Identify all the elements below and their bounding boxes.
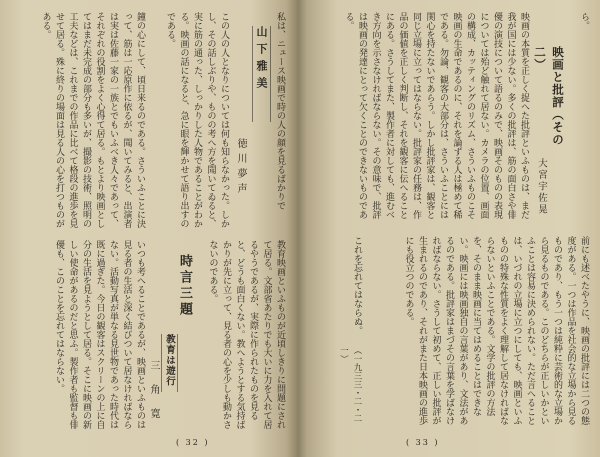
date-note: （一九三三・二・二一）: [338, 346, 362, 423]
bottom-left-body: いつも考へることであるが、映画といふものは見る者の生活と深く結びついて居なければならない。活動写真が単なる見世物であった時代は既に過ぎた。今日の観客はスクリーンの上に自分の生活を見ようとして居る。そこに映画の新しい使命があるのだと思ふ。製作者も監督も俳優も、このことを忘れてはならない。: [54, 240, 145, 429]
essay-subtitle: 教育は遊行: [161, 334, 178, 392]
bottom-body: 前にも述べたやうに、映画の批評には二つの態度がある。一つは作品を社会的な立場から見るものであり、もう一つは純粋に芸術的な立場から見るものである。このどちらが正しいかといふことは容易に決められない。ただ言へることは、いづれの立場に立つにしても、映画といふものの特殊な性質をよく理解して居なければならないといふことである。文学の批評の方法を、そのまま映画に当てはめることはできない。映画には映画独自の言葉があり、文法があるのである。批評家はまづその言葉を学ばなければならない。さうして初めて、正しい批評が生まれるのであり、それがまた日本映画の進歩にも役立つのである。: [403, 236, 589, 425]
top-left-body: 鐘の心にして、頃日来るのである。さういふことに決って、筋は一応原作に依るが、聞いてみると、出演者は実は佐藤一家の一族とでもいふべき人々であって、それぞれの役割をよく心得て居る。もとより映画としてはまだ未完成の部分も多いが、撮影の技術、照明の工夫などは、これまでの作品に比べて格段の進歩を見せて居る。殊に終りの場面は見る人の心を打つものがある。: [40, 12, 145, 228]
top-right-fragment: ら。: [579, 12, 589, 30]
top-body: 映画の本質を正しく捉へた批評といふものは、まだ我が国には少ない。多くの批評は、筋の面白さや俳優の演技について語るのみで、映画そのものの表現については殆ど触れて居ない。カメラの位置、画面の構成、カッティングのリズム、さういふものこそ映画の生命であるのに、それを論ずる人は極めて稀である。勿論、観客の大部分は、さういふことには関心を持たないであらう。しかし批評家は、観客と同じ立場に立ってはならない。批評家の任務は、作品の価値を正しく判断し、それを観客に伝へることにある。さうしてまた、製作者に対しても、進むべき方向を示さなければならない。その意味で、批評は映画の発達にとって欠くことのできないものである。: [343, 12, 529, 219]
left-page: [0, 0, 298, 457]
essay-author: 三角寛: [148, 360, 159, 432]
bottom-body-tail: これを忘れてはならぬ。: [352, 236, 362, 335]
column-title: 山下雅美: [252, 26, 271, 122]
essay-title: 時言三題: [177, 254, 192, 318]
article-author: 大宮宇佐晃: [536, 158, 547, 216]
bottom-right-body: 教育映画といふものが近頃しきりに問題にされて居る。文部省あたりでも大いに力を入れて居るやうであるが、実際に作られたものを見ると、どうも面白くない。教へようとする気持ばかりが先に立って、見る者の心を少しも動かさないのである。: [207, 240, 285, 429]
top-right-body: この人の人となりについては何も知らなかった。しかし、その話しぶりや、ものの考へ方を聞いてゐると、実に筋の通った、しっかりした人物であることがわかる。映画の話になると、急に眼を輝かせて語り出すのである。: [165, 12, 229, 228]
page-number-right: ( 33 ): [406, 438, 440, 447]
top-right-column: 私は、ニュース映画で時の人の顔を見るばかりで: [275, 12, 285, 210]
column-author: 徳川夢声: [235, 138, 246, 198]
page-number-left: ( 32 ): [176, 438, 210, 447]
right-page: [298, 0, 600, 457]
article-title: 映画と批評（その二）: [533, 46, 565, 146]
